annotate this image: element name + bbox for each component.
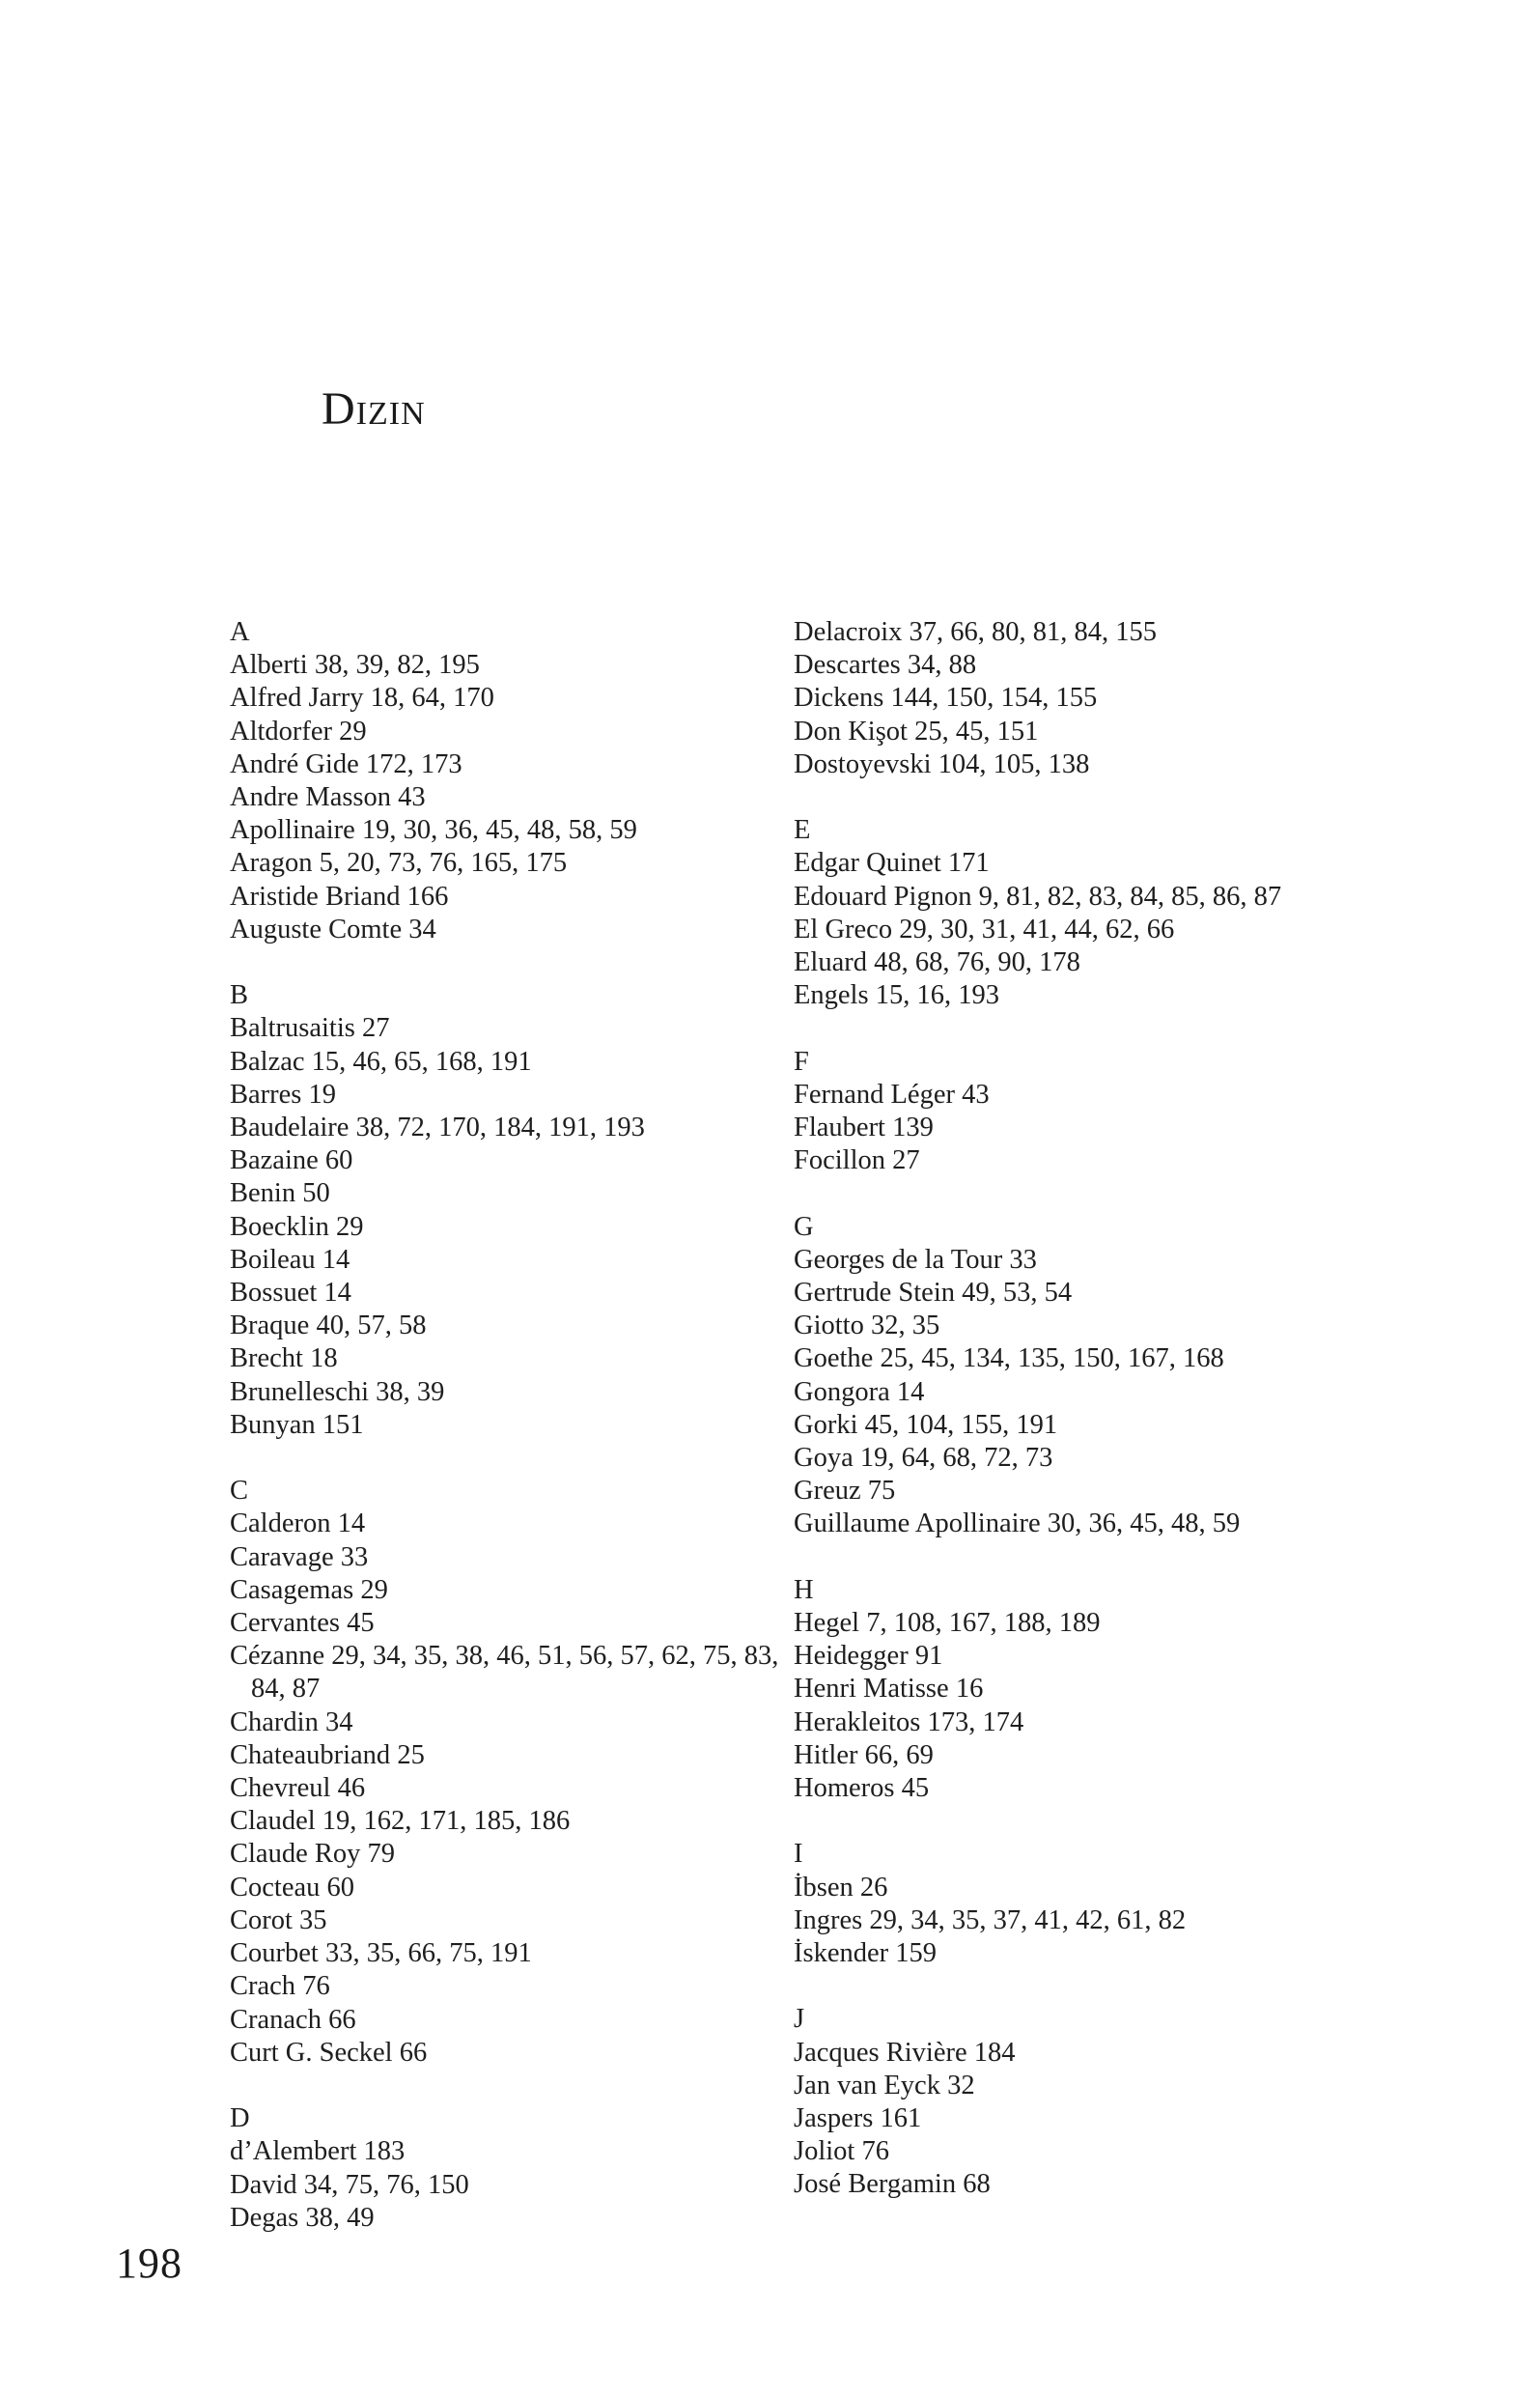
section-letter: G [794,1211,814,1242]
entry-pages: 34 [408,914,436,944]
index-entry [230,1079,780,1112]
index-section [794,616,1344,781]
entry-name: Chateaubriand [230,1739,391,1770]
index-section [794,2003,1344,2201]
entry-pages: 172, 173 [365,748,462,779]
entry-pages: 33 [340,1541,369,1572]
entry-pages: 34, 88 [907,650,977,681]
entry-name: Hitler [794,1739,858,1770]
entry-pages: 40, 57, 58 [316,1311,427,1341]
index-section [794,1046,1344,1178]
entry-name: Andre Masson [230,782,392,813]
entry-name: Heidegger [794,1641,909,1672]
entry-pages: 48, 68, 76, 90, 178 [874,947,1080,978]
index-entry [230,649,780,682]
entry-name: Georges de la Tour [794,1244,1003,1275]
entry-pages: 29 [339,716,367,747]
index-entry [794,1508,1344,1540]
entry-name: El Greco [794,914,893,944]
index-entry [794,946,1344,979]
entry-name: Baudelaire [230,1113,350,1143]
index-entry [230,1772,780,1805]
index-entry [794,1310,1344,1342]
entry-pages: 32 [947,2070,975,2100]
index-entry [230,1112,780,1144]
entry-pages: 49, 53, 54 [962,1278,1073,1309]
index-entry [230,2037,780,2070]
entry-name: Greuz [794,1476,861,1507]
entry-pages: 50 [302,1178,330,1209]
index-entry [794,979,1344,1012]
entry-pages: 25 [397,1739,425,1770]
index-entry [794,1739,1344,1772]
entry-name: Jaspers [794,2103,874,2134]
index-entry [794,1673,1344,1705]
entry-name: Cocteau [230,1872,321,1903]
entry-pages: 29, 30, 31, 41, 44, 62, 66 [899,914,1175,944]
index-column-right [794,616,1344,2235]
entry-name: Focillon [794,1145,886,1176]
index-entry [794,1607,1344,1640]
entry-pages: 16 [955,1674,984,1705]
entry-pages: 27 [892,1145,920,1176]
entry-pages: 27 [361,1013,390,1044]
entry-pages: 29, 34, 35, 37, 41, 42, 61, 82 [869,1904,1187,1935]
entry-name: Don Kişot [794,716,908,747]
index-entry [230,748,780,781]
entry-pages: 19, 30, 36, 45, 48, 58, 59 [361,815,637,846]
entry-pages: 35 [299,1904,327,1935]
entry-pages: 45 [901,1773,930,1804]
entry-name: Alfred Jarry [230,683,364,714]
index-entry [230,1177,780,1210]
index-entry [794,1144,1344,1177]
entry-name: Brecht [230,1343,303,1374]
entry-name: Descartes [794,650,901,681]
index-entry [794,1112,1344,1144]
index-entry [230,1640,780,1705]
index-column-left [230,616,780,2268]
section-letter: E [794,815,811,846]
entry-pages: 66, 69 [864,1739,934,1770]
index-entry [230,1805,780,1838]
entry-pages: 25, 45, 151 [914,716,1039,747]
index-section [794,814,1344,1012]
entry-name: Apollinaire [230,815,355,846]
entry-name: Caravage [230,1541,334,1572]
entry-pages: 66 [399,2037,428,2068]
entry-pages: 19 [308,1079,337,1110]
entry-pages: 9, 81, 82, 83, 84, 85, 86, 87 [978,881,1282,912]
entry-pages: 37, 66, 80, 81, 84, 155 [909,617,1157,647]
index-entry [794,2102,1344,2135]
entry-pages: 33 [1009,1244,1037,1275]
index-entry [230,1706,780,1739]
entry-name: Aragon [230,848,313,879]
index-entry [230,1211,780,1244]
entry-name: Cervantes [230,1608,340,1639]
entry-pages: 18 [310,1343,338,1374]
entry-name: Jacques Rivière [794,2037,967,2068]
section-letter: I [794,1839,803,1870]
entry-name: Altdorfer [230,716,333,747]
entry-pages: 14 [323,1278,351,1309]
index-entry [230,1574,780,1607]
entry-pages: 46 [337,1773,366,1804]
entry-name: Casagemas [230,1574,354,1605]
entry-name: Chevreul [230,1773,331,1804]
page-number: 198 [116,2240,182,2287]
entry-name: Delacroix [794,617,903,647]
entry-name: Gertrude Stein [794,1278,955,1309]
section-letter: C [230,1476,249,1507]
entry-name: Alberti [230,650,308,681]
section-letter: H [794,1574,814,1605]
index-entry [230,716,780,748]
index-section [230,1475,780,2070]
entry-pages: 139 [892,1113,934,1143]
entry-name: Calderon [230,1508,331,1539]
index-entry [230,1012,780,1045]
entry-name: İskender [794,1938,889,1969]
entry-pages: 14 [896,1376,925,1407]
index-entry [230,1508,780,1540]
entry-name: Claudel [230,1806,316,1837]
index-section [794,1211,1344,1541]
entry-pages: 66 [328,2004,356,2035]
entry-name: Goethe [794,1343,874,1374]
index-section [794,1838,1344,1970]
index-entry [794,1640,1344,1673]
entry-pages: 34, 75, 76, 150 [303,2169,469,2200]
entry-name: Bossuet [230,1278,318,1309]
entry-name: Boileau [230,1244,316,1275]
entry-pages: 30, 36, 45, 48, 59 [1047,1508,1241,1539]
entry-name: Balzac [230,1046,305,1077]
entry-pages: 38, 49 [305,2202,375,2233]
entry-name: Claude Roy [230,1839,361,1870]
entry-pages: 76 [302,1971,330,2002]
index-entry [794,616,1344,649]
entry-pages: 19, 162, 171, 185, 186 [322,1806,571,1837]
entry-pages: 43 [398,782,426,813]
entry-pages: 15, 16, 193 [875,980,999,1011]
entry-pages: 5, 20, 73, 76, 165, 175 [319,848,568,879]
entry-name: Crach [230,1971,296,2002]
entry-pages: 60 [324,1145,353,1176]
entry-pages: 151 [322,1409,364,1440]
entry-name: Braque [230,1311,310,1341]
index-entry [230,1904,780,1937]
entry-pages: 45 [347,1608,375,1639]
entry-name: Boecklin [230,1211,329,1242]
entry-name: Barres [230,1079,302,1110]
entry-name: Bunyan [230,1409,316,1440]
section-letter: A [230,617,250,647]
entry-name: Fernand Léger [794,1079,955,1110]
entry-name: Bazaine [230,1145,319,1176]
entry-name: Cézanne [230,1641,325,1672]
index-entry [794,2135,1344,2168]
entry-pages: 79 [367,1839,395,1870]
entry-name: Courbet [230,1938,319,1969]
entry-name: Curt G. Seckel [230,2037,393,2068]
index-entry [230,2004,780,2037]
entry-name: Ingres [794,1904,863,1935]
entry-pages: 38, 39, 82, 195 [314,650,480,681]
entry-name: Dostoyevski [794,748,932,779]
index-entry [794,1442,1344,1475]
index-entry [230,1872,780,1904]
entry-pages: 75 [867,1476,896,1507]
entry-name: Auguste Comte [230,914,403,944]
entry-name: Benin [230,1178,296,1209]
entry-name: Dickens [794,683,884,714]
entry-pages: 14 [337,1508,366,1539]
index-entry [794,1772,1344,1805]
index-entry [794,1409,1344,1442]
index-entry [230,2169,780,2202]
entry-name: Edgar Quinet [794,848,941,879]
entry-name: Corot [230,1904,293,1935]
index-section [230,2102,780,2235]
entry-name: Homeros [794,1773,895,1804]
entry-name: Baltrusaitis [230,1013,355,1044]
entry-name: Henri Matisse [794,1674,949,1705]
index-entry [794,748,1344,781]
index-section [230,979,780,1442]
entry-name: Chardin [230,1706,319,1737]
entry-pages: 43 [962,1079,990,1110]
entry-pages: 29, 34, 35, 38, 46, 51, 56, 57, 62, 75, 83, 84, 87 [251,1641,779,1705]
entry-pages: 144, 150, 154, 155 [890,683,1098,714]
entry-pages: 76 [861,2136,889,2167]
entry-name: Flaubert [794,1113,885,1143]
index-entry [230,1144,780,1177]
entry-pages: 166 [406,881,449,912]
entry-pages: 25, 45, 134, 135, 150, 167, 168 [880,1343,1224,1374]
entry-pages: 91 [914,1641,943,1672]
section-letter: F [794,1046,809,1077]
index-entry [794,1872,1344,1904]
entry-name: Goya [794,1443,854,1474]
section-letter: J [794,2004,805,2035]
entry-pages: 32, 35 [870,1311,940,1341]
index-entry [794,1342,1344,1375]
index-entry [230,781,780,814]
entry-pages: 45, 104, 155, 191 [864,1409,1058,1440]
index-entry [230,1376,780,1409]
entry-name: İbsen [794,1872,854,1903]
entry-name: André Gide [230,748,359,779]
entry-name: Aristide Briand [230,881,401,912]
index-entry [794,2070,1344,2102]
entry-pages: 171 [947,848,990,879]
index-entry [794,649,1344,682]
index-entry [230,914,780,946]
index-entry [230,1046,780,1079]
entry-name: Herakleitos [794,1706,921,1737]
index-entry [794,1904,1344,1937]
index-section [230,616,780,946]
entry-name: Hegel [794,1608,860,1639]
entry-name: d’Alembert [230,2136,357,2167]
entry-name: Joliot [794,2136,855,2167]
entry-pages: 60 [326,1872,355,1903]
entry-pages: 173, 174 [927,1706,1024,1737]
entry-pages: 15, 46, 65, 168, 191 [311,1046,532,1077]
entry-name: Degas [230,2202,299,2233]
index-entry [230,1541,780,1574]
index-entry [794,847,1344,880]
index-entry [230,1244,780,1277]
index-entry [230,2135,780,2168]
entry-name: José Bergamin [794,2169,957,2200]
index-entry [230,682,780,715]
entry-name: Brunelleschi [230,1376,370,1407]
entry-pages: 14 [322,1244,350,1275]
index-entry [794,1277,1344,1310]
index-entry [794,1937,1344,1970]
entry-name: Edouard Pignon [794,881,972,912]
index-entry [230,814,780,847]
index-entry [794,1079,1344,1112]
index-entry [794,1475,1344,1508]
index-entry [794,1706,1344,1739]
index-entry [794,914,1344,946]
index-entry [794,716,1344,748]
entry-pages: 26 [859,1872,888,1903]
index-entry [794,682,1344,715]
index-entry [230,1838,780,1871]
index-entry [230,1277,780,1310]
entry-pages: 29 [360,1574,388,1605]
entry-pages: 29 [336,1211,364,1242]
entry-pages: 68 [963,2169,991,2200]
entry-pages: 33, 35, 66, 75, 191 [324,1938,532,1969]
index-entry [794,881,1344,914]
index-entry [230,1342,780,1375]
entry-name: Guillaume Apollinaire [794,1508,1041,1539]
entry-pages: 183 [363,2136,406,2167]
entry-name: David [230,2169,297,2200]
entry-pages: 104, 105, 138 [938,748,1090,779]
entry-pages: 34 [324,1706,353,1737]
index-entry [230,2202,780,2235]
index-entry [230,847,780,880]
entry-pages: 184 [973,2037,1016,2068]
section-letter: B [230,980,249,1011]
index-entry [794,1376,1344,1409]
index-section [794,1574,1344,1805]
entry-name: Gorki [794,1409,858,1440]
index-entry [230,881,780,914]
index-entry [230,1607,780,1640]
section-letter: D [230,2103,250,2134]
entry-pages: 19, 64, 68, 72, 73 [859,1443,1053,1474]
entry-pages: 18, 64, 170 [370,683,494,714]
entry-pages: 161 [880,2103,922,2134]
index-entry [230,1310,780,1342]
index-entry [794,1244,1344,1277]
entry-pages: 38, 72, 170, 184, 191, 193 [355,1113,645,1143]
index-entry [230,1937,780,1970]
entry-name: Eluard [794,947,867,978]
index-entry [230,1409,780,1442]
entry-pages: 38, 39 [376,1376,445,1407]
entry-name: Giotto [794,1311,864,1341]
entry-name: Engels [794,980,869,1011]
entry-pages: 7, 108, 167, 188, 189 [866,1608,1101,1639]
index-entry [230,1970,780,2003]
index-entry [230,1739,780,1772]
entry-name: Cranach [230,2004,322,2035]
entry-name: Jan van Eyck [794,2070,940,2100]
page-title: Dizin [322,383,426,435]
entry-pages: 159 [895,1938,937,1969]
index-entry [794,2037,1344,2070]
index-entry [794,2168,1344,2201]
entry-name: Gongora [794,1376,890,1407]
